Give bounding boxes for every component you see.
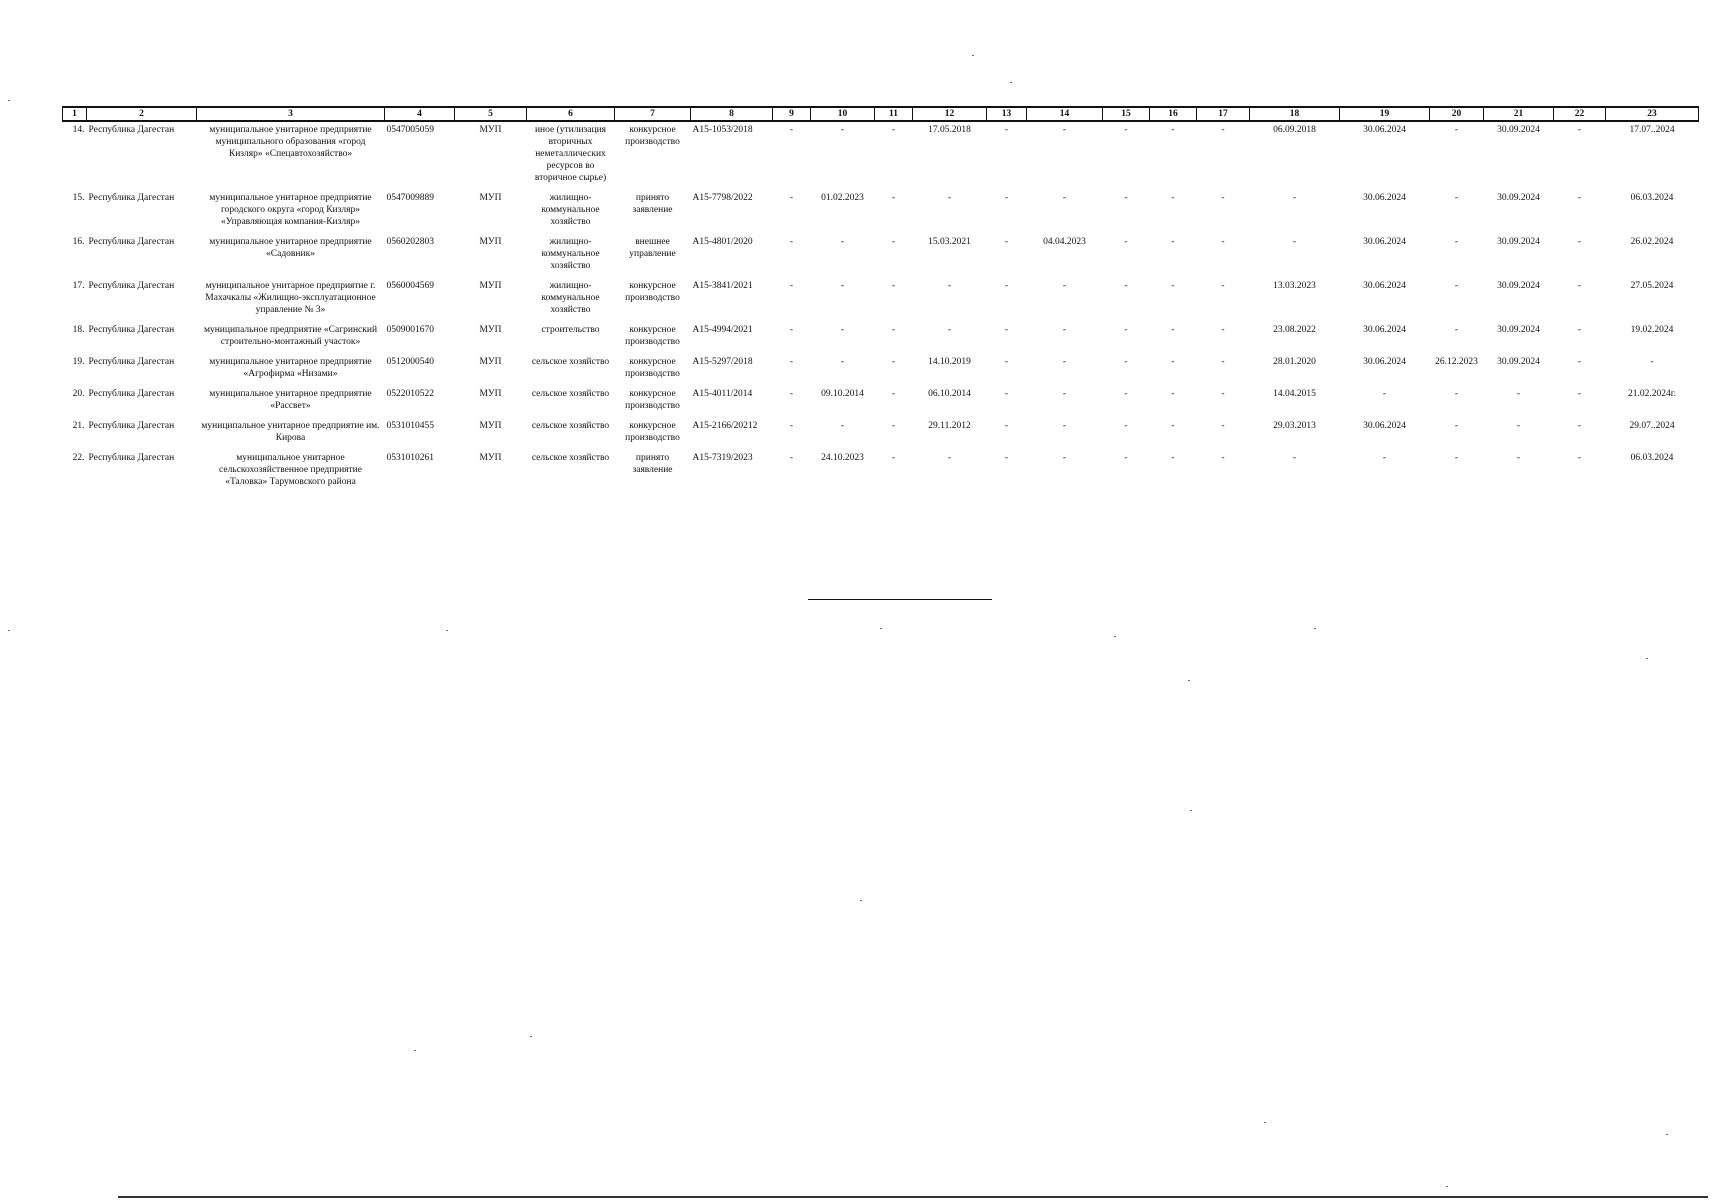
table-row	[63, 386, 1699, 418]
cell-procedure-status: конкурсное производство	[625, 281, 680, 303]
cell-col-9: -	[789, 193, 794, 203]
cell-case-number: А15-4994/2021	[692, 325, 753, 335]
cell-col-15: -	[1124, 389, 1128, 399]
column-number-6: 6	[527, 107, 615, 121]
cell-col-14: -	[1062, 193, 1067, 203]
cell-col-14: 04.04.2023	[1043, 237, 1086, 247]
cell-procedure-status: конкурсное производство	[625, 357, 680, 379]
scan-speck	[530, 1036, 532, 1037]
cell-col-13: -	[1004, 357, 1009, 367]
cell-col-15: -	[1124, 281, 1128, 291]
column-number-3: 3	[197, 107, 385, 121]
cell-procedure-status: внешнее управление	[629, 237, 676, 259]
column-number-1: 1	[63, 107, 87, 121]
cell-row-number: 16.	[72, 237, 85, 247]
cell-col-10: -	[840, 237, 845, 247]
cell-col-19: 30.06.2024	[1363, 325, 1406, 335]
cell-col-10: -	[840, 357, 845, 367]
cell-col-19: 30.06.2024	[1363, 125, 1406, 135]
cell-col-12: 14.10.2019	[928, 357, 971, 367]
cell-col-18: -	[1292, 237, 1297, 247]
cell-col-16: -	[1171, 389, 1175, 399]
cell-col-23: 21.02.2024г.	[1628, 389, 1676, 399]
end-of-table-line	[808, 599, 992, 600]
cell-col-18: -	[1292, 453, 1297, 463]
scan-speck	[1114, 636, 1116, 637]
scan-speck	[1010, 82, 1012, 83]
cell-col-14: -	[1062, 389, 1067, 399]
cell-col-16: -	[1171, 453, 1175, 463]
cell-procedure-status: конкурсное производство	[625, 325, 680, 347]
cell-col-11: -	[891, 453, 896, 463]
cell-inn: 0547005059	[386, 125, 434, 135]
cell-col-23: 27.05.2024	[1630, 281, 1674, 291]
column-number-5: 5	[455, 107, 527, 121]
cell-procedure-status: конкурсное производство	[625, 125, 680, 147]
cell-col-11: -	[891, 421, 896, 431]
cell-col-21: 30.09.2024	[1497, 125, 1540, 135]
scan-speck	[860, 900, 862, 901]
cell-case-number: А15-4011/2014	[692, 389, 753, 399]
cell-col-17: -	[1221, 421, 1225, 431]
cell-enterprise-name: муниципальное унитарное предприятие «Рассвет»	[209, 389, 372, 411]
cell-inn: 0512000540	[386, 357, 434, 367]
cell-col-23: 06.03.2024	[1630, 453, 1674, 463]
column-number-8: 8	[691, 107, 773, 121]
cell-col-23: 29.07..2024	[1629, 421, 1675, 431]
cell-col-17: -	[1221, 281, 1225, 291]
cell-col-14: -	[1062, 281, 1067, 291]
cell-row-number: 15.	[72, 193, 85, 203]
cell-col-21: -	[1516, 421, 1521, 431]
cell-col-11: -	[891, 325, 896, 335]
cell-col-12: 29.11.2012	[928, 421, 971, 431]
cell-col-17: -	[1221, 193, 1225, 203]
table-row	[63, 354, 1699, 386]
cell-col-15: -	[1124, 357, 1128, 367]
cell-col-10: 01.02.2023	[821, 193, 864, 203]
cell-col-17: -	[1221, 389, 1225, 399]
cell-col-12: -	[947, 193, 952, 203]
cell-activity: сельское хозяйство	[531, 421, 610, 431]
column-number-2: 2	[87, 107, 197, 121]
cell-col-19: 30.06.2024	[1363, 193, 1406, 203]
cell-col-18: -	[1292, 193, 1297, 203]
cell-col-15: -	[1124, 125, 1128, 135]
cell-activity: жилищно-коммунальное хозяйство	[541, 281, 600, 315]
scan-speck	[8, 630, 10, 631]
cell-col-18: 06.09.2018	[1273, 125, 1316, 135]
cell-row-number: 14.	[72, 125, 85, 135]
cell-col-15: -	[1124, 193, 1128, 203]
cell-col-21: -	[1516, 453, 1521, 463]
cell-col-17: -	[1221, 357, 1225, 367]
cell-region: Республика Дагестан	[88, 357, 175, 367]
cell-col-10: -	[840, 125, 845, 135]
cell-col-13: -	[1004, 453, 1009, 463]
column-number-11: 11	[875, 107, 913, 121]
cell-col-22: -	[1577, 193, 1582, 203]
cell-legal-form: МУП	[479, 281, 502, 291]
cell-case-number: А15-7319/2023	[692, 453, 753, 463]
table-row	[63, 121, 1699, 190]
column-number-15: 15	[1103, 107, 1150, 121]
cell-col-20: -	[1454, 421, 1459, 431]
cell-legal-form: МУП	[479, 193, 502, 203]
cell-region: Республика Дагестан	[88, 237, 175, 247]
cell-procedure-status: принято заявление	[632, 193, 673, 215]
table-row	[63, 322, 1699, 354]
cell-col-19: 30.06.2024	[1363, 237, 1406, 247]
cell-col-15: -	[1124, 325, 1128, 335]
cell-col-22: -	[1577, 453, 1582, 463]
cell-col-17: -	[1221, 237, 1225, 247]
cell-col-9: -	[789, 325, 794, 335]
cell-col-20: -	[1454, 193, 1459, 203]
cell-row-number: 21.	[72, 421, 85, 431]
cell-col-16: -	[1171, 125, 1175, 135]
cell-col-21: 30.09.2024	[1497, 325, 1540, 335]
cell-col-12: -	[947, 281, 952, 291]
cell-region: Республика Дагестан	[88, 421, 175, 431]
cell-activity: сельское хозяйство	[531, 357, 610, 367]
cell-activity: сельское хозяйство	[531, 453, 610, 463]
cell-legal-form: МУП	[479, 357, 502, 367]
cell-col-14: -	[1062, 421, 1067, 431]
cell-col-9: -	[789, 125, 794, 135]
column-number-7: 7	[615, 107, 691, 121]
scan-speck	[8, 100, 10, 101]
cell-col-9: -	[789, 453, 794, 463]
cell-col-21: 30.09.2024	[1497, 281, 1540, 291]
column-number-header	[63, 107, 1699, 121]
cell-region: Республика Дагестан	[88, 453, 175, 463]
cell-col-22: -	[1577, 237, 1582, 247]
cell-col-9: -	[789, 421, 794, 431]
table-row	[63, 418, 1699, 450]
cell-col-15: -	[1124, 237, 1128, 247]
cell-activity: сельское хозяйство	[531, 389, 610, 399]
cell-activity: жилищно-коммунальное хозяйство	[541, 237, 600, 271]
cell-col-16: -	[1171, 281, 1175, 291]
cell-region: Республика Дагестан	[88, 125, 175, 135]
cell-col-11: -	[891, 125, 896, 135]
scan-speck	[1264, 1122, 1266, 1123]
cell-case-number: А15-1053/2018	[692, 125, 753, 135]
cell-enterprise-name: муниципальное унитарное сельскохозяйственное предприятие «Таловка» Тарумовского района	[219, 453, 362, 487]
cell-col-20: -	[1454, 325, 1459, 335]
cell-col-22: -	[1577, 125, 1582, 135]
cell-region: Республика Дагестан	[88, 325, 175, 335]
cell-col-19: 30.06.2024	[1363, 357, 1406, 367]
cell-col-14: -	[1062, 357, 1067, 367]
scan-speck	[446, 630, 448, 631]
cell-legal-form: МУП	[479, 237, 502, 247]
cell-col-21: -	[1516, 389, 1521, 399]
column-number-20: 20	[1430, 107, 1484, 121]
cell-inn: 0560202803	[386, 237, 434, 247]
cell-col-16: -	[1171, 237, 1175, 247]
cell-col-22: -	[1577, 281, 1582, 291]
column-number-10: 10	[811, 107, 875, 121]
cell-inn: 0560004569	[386, 281, 434, 291]
cell-col-13: -	[1004, 237, 1009, 247]
cell-col-14: -	[1062, 325, 1067, 335]
cell-legal-form: МУП	[479, 125, 502, 135]
cell-case-number: А15-7798/2022	[692, 193, 753, 203]
cell-col-17: -	[1221, 125, 1225, 135]
cell-col-12: 15.03.2021	[928, 237, 971, 247]
table-row	[63, 450, 1699, 494]
column-number-23: 23	[1606, 107, 1699, 121]
scan-speck	[1646, 658, 1648, 659]
cell-col-20: -	[1454, 453, 1459, 463]
cell-enterprise-name: муниципальное унитарное предприятие муниципального образования «город Кизляр» «Спецавтохозяйство»	[209, 125, 372, 159]
cell-col-18: 28.01.2020	[1273, 357, 1316, 367]
cell-enterprise-name: муниципальное предприятие «Сагринский строительно-монтажный участок»	[203, 325, 378, 347]
cell-col-23: 06.03.2024	[1630, 193, 1674, 203]
cell-col-19: 30.06.2024	[1363, 281, 1406, 291]
cell-inn: 0531010455	[386, 421, 434, 431]
cell-case-number: А15-2166/20212	[692, 421, 758, 431]
cell-col-16: -	[1171, 357, 1175, 367]
cell-col-23: -	[1650, 357, 1654, 367]
cell-region: Республика Дагестан	[88, 389, 175, 399]
cell-col-10: -	[840, 281, 845, 291]
cell-col-9: -	[789, 389, 794, 399]
cell-col-18: 14.04.2015	[1273, 389, 1316, 399]
column-number-22: 22	[1554, 107, 1606, 121]
cell-inn: 0531010261	[386, 453, 434, 463]
cell-legal-form: МУП	[479, 421, 502, 431]
cell-col-21: 30.09.2024	[1497, 193, 1540, 203]
cell-enterprise-name: муниципальное унитарное предприятие городского округа «город Кизляр» «Управляющая компания-Кизляр»	[209, 193, 372, 227]
cell-col-19: -	[1382, 453, 1387, 463]
cell-col-11: -	[891, 281, 896, 291]
cell-col-11: -	[891, 357, 896, 367]
scan-speck	[1446, 1186, 1448, 1187]
column-number-9: 9	[773, 107, 811, 121]
cell-region: Республика Дагестан	[88, 193, 175, 203]
cell-row-number: 18.	[72, 325, 85, 335]
column-number-14: 14	[1027, 107, 1103, 121]
cell-activity: жилищно-коммунальное хозяйство	[541, 193, 600, 227]
scan-speck	[880, 628, 882, 629]
cell-procedure-status: конкурсное производство	[625, 421, 680, 443]
cell-col-20: 26.12.2023	[1435, 357, 1478, 367]
cell-col-22: -	[1577, 325, 1582, 335]
cell-procedure-status: принято заявление	[632, 453, 673, 475]
cell-col-15: -	[1124, 421, 1128, 431]
scan-speck	[414, 1050, 416, 1051]
cell-col-23: 17.07..2024	[1629, 125, 1675, 135]
cell-col-10: 09.10.2014	[821, 389, 864, 399]
cell-col-21: 30.09.2024	[1497, 237, 1540, 247]
cell-col-13: -	[1004, 193, 1009, 203]
cell-legal-form: МУП	[479, 453, 502, 463]
cell-col-9: -	[789, 237, 794, 247]
cell-legal-form: МУП	[479, 325, 502, 335]
cell-col-19: -	[1382, 389, 1387, 399]
cell-col-14: -	[1062, 125, 1067, 135]
cell-col-12: -	[947, 325, 952, 335]
column-number-18: 18	[1250, 107, 1340, 121]
cell-col-19: 30.06.2024	[1363, 421, 1406, 431]
column-number-19: 19	[1340, 107, 1430, 121]
cell-row-number: 17.	[72, 281, 85, 291]
cell-col-15: -	[1124, 453, 1128, 463]
column-number-4: 4	[385, 107, 455, 121]
column-number-16: 16	[1150, 107, 1197, 121]
cell-col-16: -	[1171, 421, 1175, 431]
cell-col-9: -	[789, 357, 794, 367]
column-number-13: 13	[987, 107, 1027, 121]
cell-col-16: -	[1171, 325, 1175, 335]
cell-col-13: -	[1004, 281, 1009, 291]
cell-enterprise-name: муниципальное унитарное предприятие им. Кирова	[201, 421, 380, 443]
cell-col-11: -	[891, 193, 896, 203]
cell-col-10: 24.10.2023	[821, 453, 864, 463]
page-bottom-edge	[118, 1196, 1708, 1198]
cell-inn: 0547009889	[386, 193, 434, 203]
cell-row-number: 22.	[72, 453, 85, 463]
cell-activity: иное (утилизация вторичных неметаллических ресурсов во вторичное сырье)	[534, 125, 607, 183]
table-row	[63, 234, 1699, 278]
cell-inn: 0522010522	[386, 389, 434, 399]
scan-speck	[972, 55, 974, 56]
scan-speck	[1666, 1134, 1668, 1135]
cell-enterprise-name: муниципальное унитарное предприятие «Агрофирма «Низами»	[209, 357, 372, 379]
cell-procedure-status: конкурсное производство	[625, 389, 680, 411]
cell-col-22: -	[1577, 389, 1582, 399]
cell-col-13: -	[1004, 389, 1009, 399]
cell-col-11: -	[891, 389, 896, 399]
cell-col-14: -	[1062, 453, 1067, 463]
cell-col-11: -	[891, 237, 896, 247]
cell-col-12: -	[947, 453, 952, 463]
cell-col-22: -	[1577, 421, 1582, 431]
table-row	[63, 190, 1699, 234]
cell-col-12: 06.10.2014	[928, 389, 971, 399]
cell-legal-form: МУП	[479, 389, 502, 399]
cell-col-20: -	[1454, 125, 1459, 135]
scan-speck	[1188, 680, 1190, 681]
cell-inn: 0509001670	[386, 325, 434, 335]
cell-enterprise-name: муниципальное унитарное предприятие «Садовник»	[209, 237, 372, 259]
cell-col-10: -	[840, 421, 845, 431]
cell-col-13: -	[1004, 421, 1009, 431]
cell-col-18: 29.03.2013	[1273, 421, 1316, 431]
cell-region: Республика Дагестан	[88, 281, 175, 291]
registry-table	[62, 106, 1699, 494]
cell-col-12: 17.05.2018	[928, 125, 971, 135]
cell-case-number: А15-3841/2021	[692, 281, 753, 291]
cell-col-23: 26.02.2024	[1630, 237, 1674, 247]
cell-case-number: А15-4801/2020	[692, 237, 753, 247]
cell-col-10: -	[840, 325, 845, 335]
cell-col-22: -	[1577, 357, 1582, 367]
cell-col-13: -	[1004, 125, 1009, 135]
cell-col-18: 13.03.2023	[1273, 281, 1316, 291]
cell-col-23: 19.02.2024	[1630, 325, 1674, 335]
table-row	[63, 278, 1699, 322]
scan-speck	[1190, 810, 1192, 811]
cell-col-20: -	[1454, 281, 1459, 291]
cell-row-number: 19.	[72, 357, 85, 367]
column-number-21: 21	[1484, 107, 1554, 121]
cell-row-number: 20.	[72, 389, 85, 399]
cell-col-16: -	[1171, 193, 1175, 203]
cell-case-number: А15-5297/2018	[692, 357, 753, 367]
cell-activity: строительство	[541, 325, 600, 335]
cell-col-9: -	[789, 281, 794, 291]
scan-speck	[1314, 628, 1316, 629]
cell-enterprise-name: муниципальное унитарное предприятие г. Махачкалы «Жилищно-эксплуатационное управление № 3»	[205, 281, 376, 315]
cell-col-18: 23.08.2022	[1273, 325, 1316, 335]
cell-col-17: -	[1221, 453, 1225, 463]
cell-col-20: -	[1454, 389, 1459, 399]
cell-col-13: -	[1004, 325, 1009, 335]
column-number-17: 17	[1197, 107, 1250, 121]
cell-col-21: 30.09.2024	[1497, 357, 1540, 367]
cell-col-20: -	[1454, 237, 1459, 247]
cell-col-17: -	[1221, 325, 1225, 335]
column-number-12: 12	[913, 107, 987, 121]
